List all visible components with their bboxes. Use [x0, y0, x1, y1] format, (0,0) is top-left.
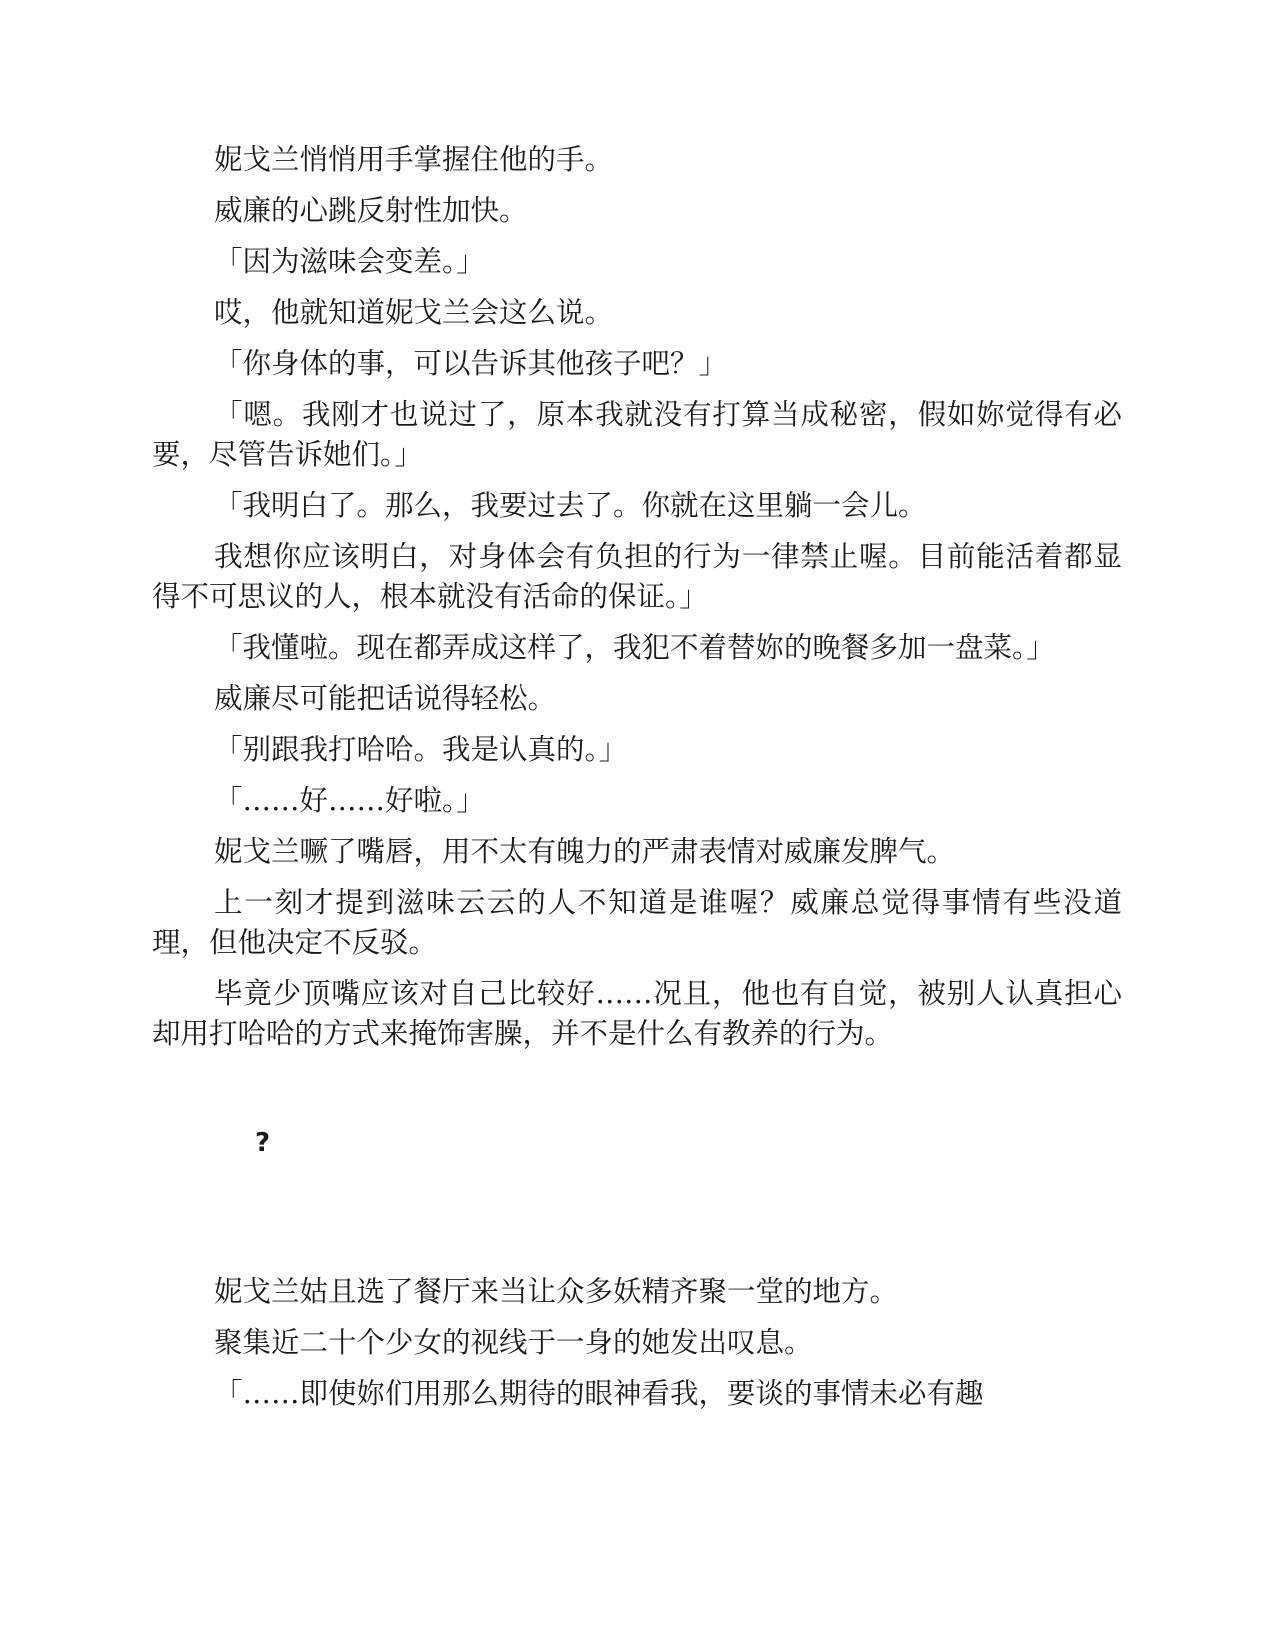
paragraph: 我想你应该明白，对身体会有负担的行为一律禁止喔。目前能活着都显得不可思议的人，根本就没有活命的保证。」 — [152, 540, 1122, 613]
paragraph: 哎，他就知道妮戈兰会这么说。 — [214, 296, 614, 329]
paragraph: 「嗯。我刚才也说过了，原本我就没有打算当成秘密，假如妳觉得有必要，尽管告诉她们。」 — [152, 398, 1122, 471]
paragraph: 威廉尽可能把话说得轻松。 — [214, 682, 557, 715]
paragraph: 上一刻才提到滋味云云的人不知道是谁喔？威廉总觉得事情有些没道理，但他决定不反驳。 — [152, 886, 1122, 959]
paragraph: 「因为滋味会变差。」 — [214, 245, 485, 278]
paragraph: 妮戈兰姑且选了餐厅来当让众多妖精齐聚一堂的地方。 — [214, 1275, 899, 1308]
paragraph: 「我明白了。那么，我要过去了。你就在这里躺一会儿。 — [214, 489, 927, 522]
paragraph: 威廉的心跳反射性加快。 — [214, 194, 528, 227]
paragraph: 「我懂啦。现在都弄成这样了，我犯不着替妳的晚餐多加一盘菜。」 — [214, 631, 1055, 664]
paragraph: 「你身体的事，可以告诉其他孩子吧？」 — [214, 347, 728, 380]
paragraph: 聚集近二十个少女的视线于一身的她发出叹息。 — [214, 1326, 813, 1359]
paragraph: 妮戈兰悄悄用手掌握住他的手。 — [214, 143, 614, 176]
body-text — [152, 140, 1122, 1425]
paragraph: 「……即使妳们用那么期待的眼神看我，要谈的事情未必有趣 — [214, 1377, 984, 1410]
paragraph: 妮戈兰噘了嘴唇，用不太有魄力的严肃表情对威廉发脾气。 — [214, 835, 956, 868]
section-break — [152, 1065, 1122, 1261]
paragraph: 毕竟少顶嘴应该对自己比较好……况且，他也有自觉，被别人认真担心却用打哈哈的方式来掩饰害臊，并不是什么有教养的行为。 — [152, 977, 1122, 1050]
paragraph: 「别跟我打哈哈。我是认真的。」 — [214, 733, 628, 766]
paragraph: 「……好……好啦。」 — [214, 784, 485, 817]
section-break-mark: ? — [255, 1128, 271, 1158]
